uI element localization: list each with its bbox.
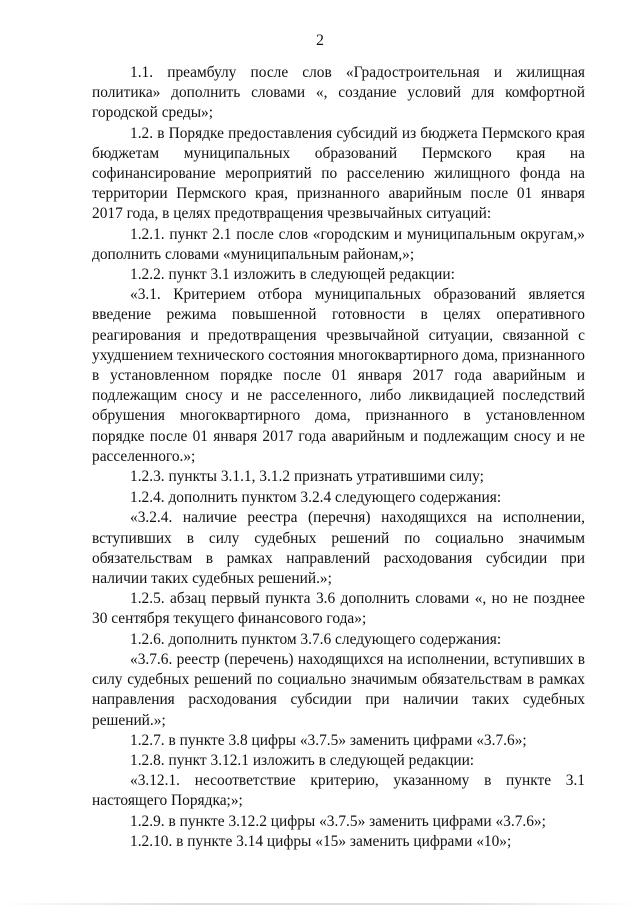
paragraph-1-2: 1.2. в Порядке предоставления субсидий из бюджета Пермского края бюджетам муниципальных образований Пермского края на софинансирование мероприятий по расселению жилищного фонда на территории Пермского края, признанного аварийным после 01 января 2017 года, в целях предотвращения чрезвычайных ситуаций: [92, 124, 585, 223]
paragraph-1-2-1: 1.2.1. пункт 2.1 после слов «городским и муниципальным округам,» дополнить словами «муниципальным районам,»; [92, 225, 585, 263]
paragraph-1-2-2: 1.2.2. пункт 3.1 изложить в следующей редакции: [130, 266, 455, 284]
paragraph-1-2-4: 1.2.4. дополнить пунктом 3.2.4 следующего содержания: [130, 489, 502, 507]
quoted-paragraph-3-1: «3.1. Критерием отбора муниципальных образований является введение режима повышенной готовности в целях оперативного реагирования и предотвращения чрезвычайной ситуации, связанной с ухудшением технического состояния многоквартирного дома, признанного в установленном порядке после 01 января 2017 года аварийным и подлежащим сносу и не расселенного, либо ликвидацией последствий обрушения многоквартирного дома, признанного в установленном порядке после 01 января 2017 года аварийным и подлежащим сносу и не расселенного.»; [92, 286, 585, 465]
page-number: 2 [316, 32, 324, 49]
paragraph-1-1: 1.1. преамбулу после слов «Градостроительная и жилищная политика» дополнить словами «, создание условий для комфортной городской среды»; [92, 64, 585, 122]
paragraph-1-2-7: 1.2.7. в пункте 3.8 цифры «3.7.5» заменить цифрами «3.7.6»; [130, 731, 527, 749]
quoted-paragraph-3-2-4: «3.2.4. наличие реестра (перечня) находящихся на исполнении, вступивших в силу судебных решений по социально значимым обязательствам в рамках направлений расходования субсидии при наличии таких судебных решений.»; [92, 509, 585, 588]
quoted-paragraph-3-12-1: «3.12.1. несоответствие критерию, указанному в пункте 3.1 настоящего Порядка;»; [92, 772, 585, 810]
paragraph-1-2-5: 1.2.5. абзац первый пункта 3.6 дополнить словами «, но не позднее 30 сентября текущего финансового года»; [92, 590, 585, 628]
paragraph-1-2-8: 1.2.8. пункт 3.12.1 изложить в следующей редакции: [130, 751, 475, 769]
paragraph-1-2-10: 1.2.10. в пункте 3.14 цифры «15» заменить цифрами «10»; [130, 832, 512, 850]
paragraph-1-2-6: 1.2.6. дополнить пунктом 3.7.6 следующего содержания: [130, 630, 502, 648]
paragraph-1-2-9: 1.2.9. в пункте 3.12.2 цифры «3.7.5» заменить цифрами «3.7.6»; [130, 812, 546, 830]
paragraph-1-2-3: 1.2.3. пункты 3.1.1, 3.1.2 признать утратившими силу; [130, 468, 484, 486]
document-body [92, 63, 585, 852]
quoted-paragraph-3-7-6: «3.7.6. реестр (перечень) находящихся на исполнении, вступивших в силу судебных решений по социально значимым обязательствам в рамках направления расходования субсидии при наличии таких судебных решений.»; [92, 650, 585, 729]
